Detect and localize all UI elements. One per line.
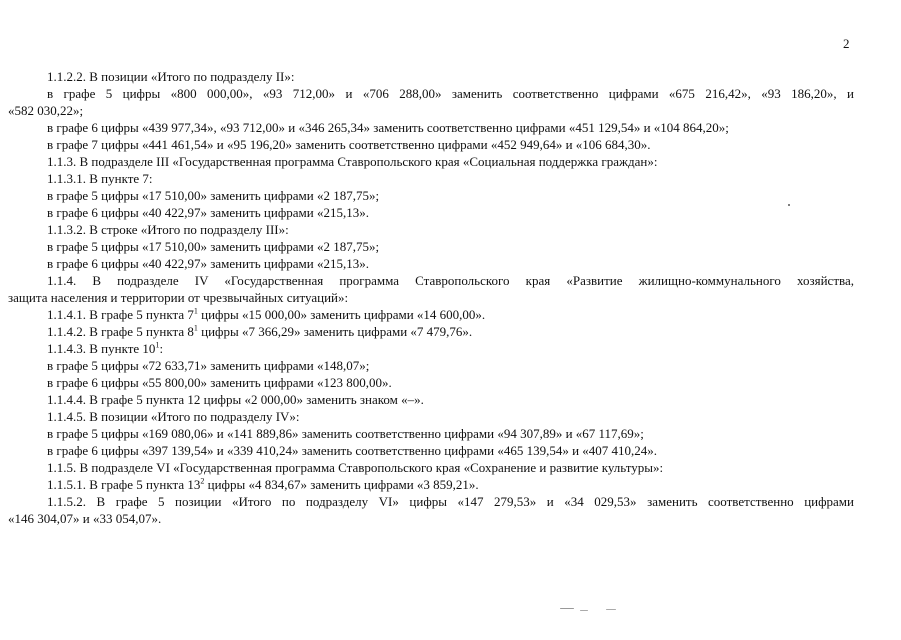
paragraph-1-1-4-4: 1.1.4.4. В графе 5 пункта 12 цифры «2 000,00» заменить знаком «–». bbox=[47, 392, 424, 407]
paragraph-1-1-3-1-grafa6: в графе 6 цифры «40 422,97» заменить цифрами «215,13». bbox=[47, 205, 369, 220]
paragraph-grafa7: в графе 7 цифры «441 461,54» и «95 196,20» заменить соответственно цифрами «452 949,64» и «106 684,30». bbox=[47, 137, 651, 152]
paragraph-1-1-3-2-grafa5: в графе 5 цифры «17 510,00» заменить цифрами «2 187,75»; bbox=[47, 239, 380, 254]
paragraph-1-1-4-3-grafa5: в графе 5 цифры «72 633,71» заменить цифрами «148,07»; bbox=[47, 358, 370, 373]
text-segment: 1.1.4.1. В графе 5 пункта 7 bbox=[47, 307, 194, 322]
paragraph-1-1-3-2-grafa6: в графе 6 цифры «40 422,97» заменить цифрами «215,13». bbox=[47, 256, 369, 271]
superscript: 1 bbox=[193, 323, 198, 333]
text-segment: цифры «4 834,67» заменить цифрами «3 859,21». bbox=[204, 477, 479, 492]
paragraph-1-1-5: 1.1.5. В подразделе VI «Государственная программа Ставропольского края «Сохранение и развитие культуры»: bbox=[47, 460, 664, 475]
text-segment: : bbox=[159, 341, 164, 356]
paragraph-1-1-4-1 bbox=[8, 306, 854, 323]
paragraph-grafa5-line2: «582 030,22»; bbox=[8, 103, 84, 118]
paragraph-1-1-4-line1: 1.1.4. В подразделе IV «Государственная программа Ставропольского края «Развитие жилищно-коммунального хозяйства, bbox=[47, 273, 854, 288]
scan-speck bbox=[788, 204, 790, 206]
paragraph-1-1-4-3-grafa6: в графе 6 цифры «55 800,00» заменить цифрами «123 800,00». bbox=[47, 375, 392, 390]
paragraph-1-1-5-2-line1: 1.1.5.2. В графе 5 позиции «Итого по подразделу VI» цифры «147 279,53» и «34 029,53» заменить соответственно цифрами bbox=[47, 494, 854, 509]
paragraph-1-1-4-2 bbox=[8, 323, 854, 340]
text-segment: 1.1.4.2. В графе 5 пункта 8 bbox=[47, 324, 194, 339]
text-segment: 1.1.5.1. В графе 5 пункта 13 bbox=[47, 477, 201, 492]
paragraph-1-1-4-5-grafa6: в графе 6 цифры «397 139,54» и «339 410,24» заменить соответственно цифрами «465 139,54» и «407 410,24». bbox=[47, 443, 658, 458]
paragraph-1-1-5-2-line2: «146 304,07» и «33 054,07». bbox=[8, 511, 162, 526]
paragraph-1-1-4-5: 1.1.4.5. В позиции «Итого по подразделу IV»: bbox=[47, 409, 300, 424]
paragraph-1-1-4-3 bbox=[8, 340, 854, 357]
document-body bbox=[8, 68, 854, 527]
paragraph-1-1-4-5-grafa5: в графе 5 цифры «169 080,06» и «141 889,86» заменить соответственно цифрами «94 307,89» и «67 117,69»; bbox=[47, 426, 644, 441]
paragraph-1-1-3: 1.1.3. В подразделе III «Государственная программа Ставропольского края «Социальная поддержка граждан»: bbox=[47, 154, 658, 169]
paragraph-1-1-4-line2: защита населения и территории от чрезвычайных ситуаций»: bbox=[8, 290, 349, 305]
page-number: 2 bbox=[843, 36, 850, 51]
scan-speck bbox=[560, 608, 574, 609]
text-segment: цифры «7 366,29» заменить цифрами «7 479,76». bbox=[197, 324, 473, 339]
superscript: 1 bbox=[155, 340, 160, 350]
text-segment: 1.1.4.3. В пункте 10 bbox=[47, 341, 156, 356]
paragraph-1-1-2-2: 1.1.2.2. В позиции «Итого по подразделу II»: bbox=[47, 69, 295, 84]
scan-speck bbox=[580, 610, 588, 611]
paragraph-1-1-3-1-grafa5: в графе 5 цифры «17 510,00» заменить цифрами «2 187,75»; bbox=[47, 188, 380, 203]
superscript: 1 bbox=[193, 306, 198, 316]
scan-speck bbox=[606, 609, 616, 610]
paragraph-1-1-3-2: 1.1.3.2. В строке «Итого по подразделу III»: bbox=[47, 222, 289, 237]
paragraph-1-1-5-1 bbox=[8, 476, 854, 493]
paragraph-grafa6: в графе 6 цифры «439 977,34», «93 712,00» и «346 265,34» заменить соответственно цифрами «451 129,54» и «104 864,20»; bbox=[47, 120, 729, 135]
paragraph-grafa5-line1: в графе 5 цифры «800 000,00», «93 712,00» и «706 288,00» заменить соответственно цифрами «675 216,42», «93 186,20», и bbox=[47, 86, 854, 101]
paragraph-1-1-3-1: 1.1.3.1. В пункте 7: bbox=[47, 171, 153, 186]
text-segment: цифры «15 000,00» заменить цифрами «14 600,00». bbox=[197, 307, 486, 322]
superscript: 2 bbox=[200, 476, 205, 486]
